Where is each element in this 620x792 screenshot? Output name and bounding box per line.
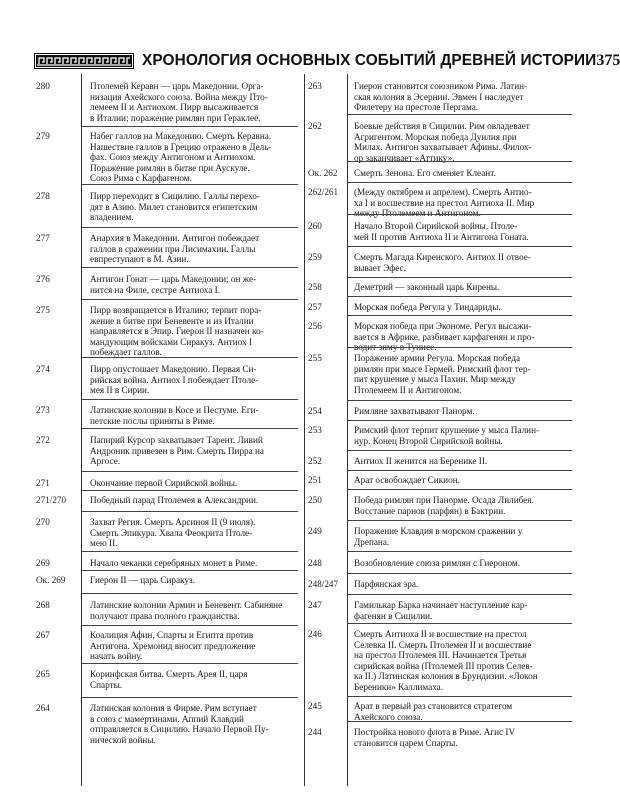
entry-text-line: Римский флот терпит крушение у мыса Палин-: [354, 425, 540, 435]
entry-text-line: Боевые действия в Сицилии. Рим овладевает: [354, 121, 530, 131]
entry-separator: [348, 696, 572, 697]
entry-text-line: в союз с мамертинами. Аппий Клавдий: [90, 713, 244, 724]
entry-text-line: Постройка нового флота в Риме. Агис IV: [354, 727, 516, 737]
entry-text-line: Смерть Эпикура. Хвала Феокрита Птоле-: [90, 527, 253, 538]
entry-text-line: начать войну.: [90, 651, 143, 662]
entry-text: [90, 364, 296, 396]
entry-text: [354, 282, 572, 293]
entry-text: [354, 629, 572, 693]
entry-date: 272: [36, 435, 50, 445]
entry-separator: [82, 267, 298, 268]
entry-separator: [348, 114, 572, 115]
entry-text-line: Гиерон II — царь Сиракуз.: [90, 575, 195, 585]
entry-text-line: Морская победа Регула у Тиндариды.: [354, 302, 501, 312]
entry-text-line: мандующим войсками Сиракуз. Антиох I: [90, 336, 252, 347]
entry-text-line: побеждает галлов.: [90, 347, 162, 358]
entry-date: 271/270: [36, 495, 67, 505]
entry-separator: [82, 428, 298, 429]
entry-text: [90, 558, 296, 569]
entry-text: [354, 81, 572, 113]
entry-text: [354, 252, 572, 273]
entry-separator: [82, 593, 298, 594]
entry-separator: [348, 450, 572, 451]
entry-text: [354, 353, 572, 395]
entry-text-line: между Птолемеем и Антигоном.: [354, 208, 481, 219]
entry-text-line: Морская победа при Экономе. Регул высажи-: [354, 321, 532, 331]
entry-text-line: Парфянская эра.: [354, 579, 419, 589]
entry-separator: [348, 573, 572, 574]
entry-text-line: Филетеру на престоле Пергама.: [354, 102, 479, 113]
entry-text-line: нур. Конец Второй Сирийской войны.: [354, 435, 503, 446]
greek-meander-ornament-icon: [34, 53, 134, 69]
entry-text-line: Возобновление союза римлян с Гиероном.: [354, 558, 521, 568]
entry-date: 279: [36, 131, 50, 141]
entry-text-line: Андроник привезен в Рим. Смерть Пирра на: [90, 445, 265, 456]
entry-date: 250: [308, 495, 322, 505]
entry-text-line: Победа римлян при Панорме. Осада Лилибея.: [354, 495, 534, 505]
entry-text: [90, 669, 296, 690]
entry-text: [354, 526, 572, 547]
entry-date: 254: [308, 406, 322, 416]
entry-separator: [348, 246, 572, 247]
entry-text-line: Антигона. Хремонид вносит предложение: [90, 640, 256, 651]
entry-date: Ок. 262: [308, 168, 338, 178]
running-header: [34, 50, 620, 72]
entry-text-line: нической войны.: [90, 734, 156, 745]
entry-date: 258: [308, 282, 322, 292]
entry-text-line: Начало чеканки серебряных монет в Риме.: [90, 558, 258, 568]
entry-separator: [82, 551, 298, 552]
entry-text-line: Береники» Каллимаха.: [354, 681, 444, 692]
entry-text-line: Спарты.: [90, 679, 123, 690]
entry-text-line: Смерть Антиоха II и восшествие на престол: [354, 629, 527, 639]
entry-text-line: Восстание парнов (парфян) в Бактрии.: [354, 505, 506, 516]
entry-text-line: Латинская колония в Фирме. Рим вступает: [90, 703, 257, 713]
entry-text-line: ская колония в Эсернии. Эвмен I наследует: [354, 91, 524, 102]
entry-separator: [82, 663, 298, 664]
entry-text: [90, 630, 296, 662]
entry-text: [90, 495, 296, 506]
entry-separator: [348, 347, 572, 348]
entry-text: [90, 600, 296, 621]
entry-separator: [348, 277, 572, 278]
entry-text-line: Пирр переходит в Сицилию. Галлы перехо-: [90, 191, 260, 201]
entry-text: [90, 405, 296, 426]
entry-text: [90, 435, 296, 467]
entry-text-line: нится на Филе, сестре Антиоха I.: [90, 284, 221, 295]
entry-separator: [348, 489, 572, 490]
entry-text-line: Начало Второй Сирийской войны. Птоле-: [354, 221, 518, 231]
entry-separator: [82, 299, 298, 300]
entry-text-line: Деметрий — законный царь Кирены.: [354, 282, 500, 292]
entry-text: [354, 168, 572, 179]
entry-date: 267: [36, 630, 50, 640]
entry-text-line: мея II в Сирии.: [90, 385, 150, 396]
entry-text: [90, 81, 296, 123]
entry-separator: [348, 400, 572, 401]
entry-text: [90, 703, 296, 745]
entry-text-line: Победный парад Птолемея в Александрии.: [90, 495, 259, 505]
entry-text: [90, 131, 296, 184]
entry-text-line: Птолемеем II и Антигоном.: [354, 384, 462, 395]
entry-date: 270: [36, 517, 50, 527]
entry-text: [354, 321, 572, 353]
entry-text: [354, 727, 572, 748]
entry-text-line: Римляне захватывают Панорм.: [354, 406, 475, 416]
entry-date: 244: [308, 727, 322, 737]
entry-text: [354, 701, 572, 722]
entry-separator: [348, 182, 572, 183]
entry-text-line: Пирр опустошает Македонию. Первая Си-: [90, 364, 257, 374]
entry-date: 278: [36, 191, 50, 201]
entry-text: [90, 305, 296, 358]
entry-text-line: Милах. Антигон захватывает Афины. Филох-: [354, 142, 532, 153]
entry-text-line: Агригентом. Морская победа Дуилия при: [354, 131, 517, 142]
entry-date: 248/247: [308, 579, 339, 589]
entry-text: [354, 600, 572, 621]
entry-text-line: (Между октябрем и апрелем). Смерть Антио-: [354, 187, 532, 197]
entry-text-line: ха I и восшествие на престол Антиоха II. Мир: [354, 197, 535, 208]
entry-text-line: Гиерон становится союзником Рима. Латин-: [354, 81, 528, 91]
entry-separator: [82, 471, 298, 472]
entry-separator: [348, 551, 572, 552]
entry-text-line: Смерть Зенона. Его сменяет Клеант.: [354, 168, 496, 178]
entry-separator: [348, 721, 572, 722]
entry-text-line: низация Ахейского союза. Война между Пто-: [90, 91, 268, 102]
entry-date: 251: [308, 475, 322, 485]
entry-separator: [82, 697, 298, 698]
entry-text-line: Анархия в Македонии. Антигон побеждает: [90, 233, 260, 243]
page-title: ХРОНОЛОГИЯ ОСНОВНЫХ СОБЫТИЙ ДРЕВНЕЙ ИСТОРИИ: [142, 52, 597, 69]
entry-text-line: Поражение римлян в битве при Аускуле.: [90, 162, 250, 173]
entry-separator: [82, 126, 298, 127]
entry-text-line: Латинские колонии Армин и Беневент. Сабиняне: [90, 600, 283, 610]
entry-text-line: рийская война. Антиох I побеждает Птоле-: [90, 374, 259, 385]
entry-text-line: получают права полного гражданства.: [90, 610, 240, 621]
entry-text-line: Дрепана.: [354, 536, 390, 547]
entry-date: 265: [36, 669, 50, 679]
entry-date: 280: [36, 81, 50, 91]
entry-separator: [82, 490, 298, 491]
entry-separator: [82, 625, 298, 626]
entry-text: [354, 456, 572, 467]
entry-separator: [82, 399, 298, 400]
entry-text-line: становится царем Спарты.: [354, 737, 458, 748]
entry-date: 263: [308, 81, 322, 91]
entry-separator: [82, 357, 298, 358]
entry-date: 275: [36, 305, 50, 315]
entry-text-line: ор заканчивает «Аттику».: [354, 152, 455, 163]
entry-separator: [82, 184, 298, 185]
entry-text-line: Окончание первой Сирийской войны.: [90, 478, 238, 488]
entry-text-line: жение в битве при Беневенте и из Италии: [90, 315, 254, 326]
entry-text-line: вывает Эфес.: [354, 262, 406, 273]
entry-text-line: Гамилькар Барка начинает наступление кар-: [354, 600, 528, 610]
column-divider: [81, 74, 82, 786]
entry-text: [90, 233, 296, 265]
entry-text-line: сирийская война (Птолемей III против Селев-: [354, 660, 533, 671]
entry-text-line: владением.: [90, 212, 134, 223]
entry-text-line: Нашествие галлов в Грецию отражено в Дель-: [90, 141, 272, 152]
entry-date: 245: [308, 701, 322, 711]
entry-text-line: Аргосе.: [90, 456, 121, 467]
entry-text-line: римлян при мысе Гермей. Римский флот тер-: [354, 363, 531, 374]
entry-text-line: петские послы приняты в Риме.: [90, 415, 215, 426]
entry-text-line: на престол Птолемея III. Начинается Третья: [354, 650, 527, 661]
entry-text-line: Набег галлов на Македонию. Смерть Керавна.: [90, 131, 272, 141]
entry-text: [354, 579, 572, 590]
entry-text: [354, 406, 572, 417]
entry-separator: [82, 511, 298, 512]
entry-date: 256: [308, 321, 322, 331]
entry-text-line: направляется в Эпир. Гиерон II назначен ко-: [90, 326, 264, 337]
entry-separator: [348, 420, 572, 421]
entry-text-line: Пирр возвращается в Италию; терпит пора-: [90, 305, 262, 315]
entry-separator: [348, 161, 572, 162]
entry-date: 277: [36, 233, 50, 243]
entry-separator: [348, 296, 572, 297]
entry-text: [354, 495, 572, 516]
entry-date: 269: [36, 558, 50, 568]
entry-text-line: Селевка II. Смерть Птолемея II и восшествие: [354, 639, 532, 650]
entry-text-line: Союз Рима с Карфагеном.: [90, 173, 192, 184]
entry-text-line: Арат освобождает Сикион.: [354, 475, 460, 485]
entry-separator: [348, 520, 572, 521]
entry-date: 262/261: [308, 187, 339, 197]
entry-text: [354, 302, 572, 313]
entry-text: [90, 191, 296, 223]
entry-text-line: Поражение армии Регула. Морская победа: [354, 353, 521, 363]
entry-date: 262: [308, 121, 322, 131]
entry-date: 252: [308, 456, 322, 466]
entry-text: [90, 274, 296, 295]
entry-text-line: дят в Азию. Милет становится египетским: [90, 201, 258, 212]
entry-date: 276: [36, 274, 50, 284]
entry-text: [354, 121, 572, 163]
entry-date: 249: [308, 526, 322, 536]
entry-text-line: Арат в первый раз становится стратегом: [354, 701, 513, 711]
entry-text: [354, 221, 572, 242]
entry-date: 260: [308, 221, 322, 231]
entry-text-line: отправляется в Сицилию. Начало Первой Пу-: [90, 724, 269, 735]
entry-date: 248: [308, 558, 322, 568]
entry-separator: [82, 570, 298, 571]
entry-date: 271: [36, 478, 50, 488]
entry-text: [90, 517, 296, 549]
entry-text-line: водит зиму в Тунисе.: [354, 342, 437, 353]
entry-text-line: фах. Союз между Антигоном и Антиохом.: [90, 152, 256, 163]
entry-date: 274: [36, 364, 50, 374]
entry-text-line: Антиох II женится на Беренике II.: [354, 456, 488, 466]
entry-text-line: Антигон Гонат — царь Македонии; он жe-: [90, 274, 257, 284]
entry-separator: [348, 214, 572, 215]
entry-text: [90, 478, 296, 489]
entry-text: [354, 425, 572, 446]
entry-text-line: вается в Африке, разбивает карфагенян и про-: [354, 331, 535, 342]
entry-text-line: лемеем II и Антиохом. Пирр высаживается: [90, 102, 259, 113]
column-divider: [304, 74, 305, 786]
entry-date: 253: [308, 425, 322, 435]
entry-text-line: мею II.: [90, 538, 118, 549]
entry-text-line: Коринфская битва. Смерть Арея II, царя: [90, 669, 248, 679]
entry-date: 257: [308, 302, 322, 312]
entry-date: 255: [308, 353, 322, 363]
entry-separator: [348, 470, 572, 471]
entry-text: [354, 475, 572, 486]
entry-date: 273: [36, 405, 50, 415]
entry-date: 268: [36, 600, 50, 610]
entry-date: 264: [36, 703, 50, 713]
entry-separator: [82, 227, 298, 228]
entry-text-line: мей II против Антиоха II и Антигона Гоната.: [354, 231, 529, 242]
entry-text-line: в Италии; поражение римлян при Гераклее.: [90, 112, 261, 123]
entry-text: [354, 558, 572, 569]
entry-text-line: Смерть Магада Киренского. Антиох II отвое-: [354, 252, 531, 262]
page-number: 375: [596, 52, 620, 69]
entry-text-line: ка II.) Латинская колония в Брундизии. «Локон: [354, 671, 538, 682]
entry-separator: [348, 594, 572, 595]
entry-text-line: пит крушение у мыса Пахин. Мир между: [354, 374, 516, 385]
entry-separator: [348, 315, 572, 316]
entry-text-line: Поражение Клавдия в морском сражении у: [354, 526, 523, 536]
entry-date: 247: [308, 600, 322, 610]
entry-date: Ок. 269: [36, 575, 66, 585]
entry-date: 246: [308, 629, 322, 639]
entry-text-line: галлов в сражении при Лисимахии. Галлы: [90, 243, 256, 254]
entry-text-line: Коалиция Афин, Спарты и Египта против: [90, 630, 254, 640]
entry-text-line: Птолемей Керавн — царь Македонии. Орга-: [90, 81, 264, 91]
entry-date: 259: [308, 252, 322, 262]
entry-text-line: Латинские колонии в Косе и Пестуме. Еги-: [90, 405, 259, 415]
entry-text-line: фагенян в Сицилии.: [354, 610, 433, 621]
entry-text-line: евпреступают в М. Азии.: [90, 254, 189, 265]
entry-text-line: Захват Регия. Смерть Арсиноя II (9 июля).: [90, 517, 256, 527]
entry-text: [90, 575, 296, 586]
entry-text-line: Ахейского союза.: [354, 711, 423, 722]
entry-text-line: Папирий Курсор захватывает Тарент. Ливий: [90, 435, 263, 445]
entry-separator: [348, 623, 572, 624]
